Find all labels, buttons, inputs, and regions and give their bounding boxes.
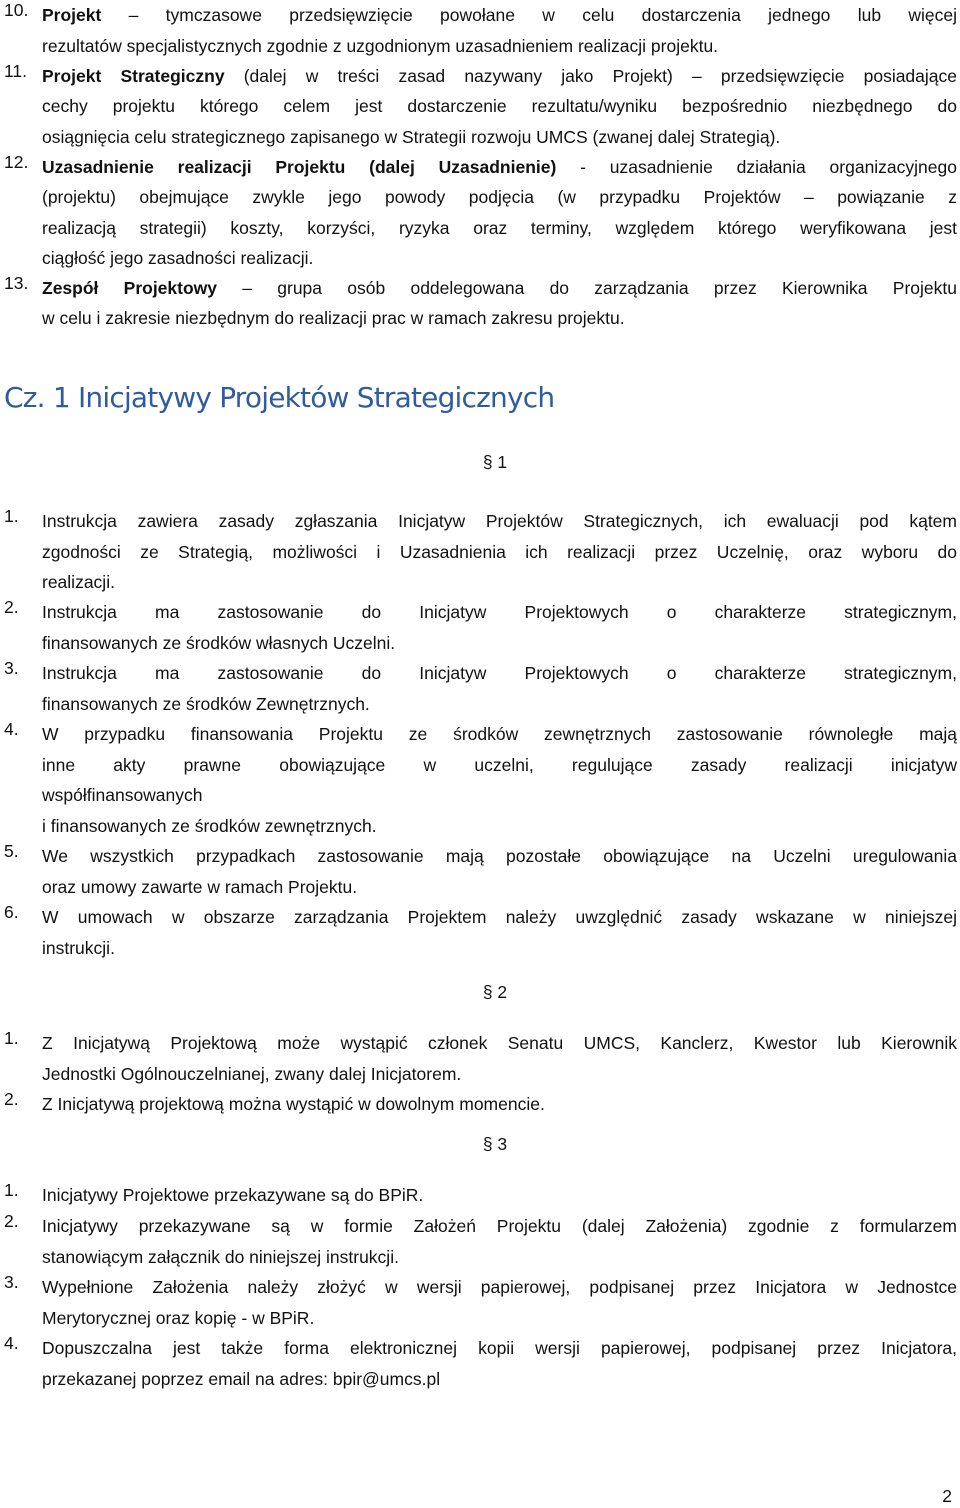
text-segment: realizacją strategii) koszty, korzyści, ryzyka oraz terminy, względem którego weryfikowana jest [42,217,957,238]
definition-text [42,0,957,61]
text-line: przekazanej poprzez email na adres: bpir@umcs.pl [42,1368,441,1389]
definition-item [0,273,957,334]
text-line: Instrukcja zawiera zasady zgłaszania Inicjatyw Projektów Strategicznych, ich ewaluacji pod kątem [42,511,957,531]
paragraph-mark: § 3 [482,1134,508,1154]
text-segment: ciągłość jego zasadności realizacji. [42,248,314,268]
definition-item [0,61,957,153]
text-line: zgodności ze Strategią, możliwości i Uzasadnienia ich realizacji przez Uczelnię, oraz wyboru do [42,541,957,562]
list-item-text [42,1333,957,1394]
list-item-text [42,1211,957,1272]
text-line: stanowiącym załącznik do niniejszej instrukcji. [42,1246,399,1267]
text-segment: - uzasadnienie działania organizacyjnego [556,156,957,177]
text-line: Inicjatywy przekazywane są w formie Założeń Projektu (dalej Założenia) zgodnie z formularzem [42,1216,957,1236]
list-item-number: 4. [4,719,19,739]
page-number: 2 [942,1486,952,1506]
section-heading: Cz. 1 Inicjatywy Projektów Strategicznych [4,381,555,414]
text-line [42,0,957,31]
list-item [0,597,957,658]
list-item [0,1089,957,1120]
definition-term: Projekt Strategiczny [42,65,225,86]
list-item-text [42,506,957,598]
text-line: instrukcji. [42,937,115,958]
list-item-number: 1. [4,1180,19,1200]
text-line: Z Inicjatywą Projektową może wystąpić członek Senatu UMCS, Kanclerz, Kwestor lub Kierownik [42,1033,957,1053]
list-item-number: 1. [4,1028,19,1048]
text-line: Instrukcja ma zastosowanie do Inicjatyw Projektowych o charakterze strategicznym, [42,663,957,683]
text-line [42,182,957,213]
text-segment: rezultatów specjalistycznych zgodnie z uzgodnionym uzasadnieniem realizacji projektu. [42,35,719,56]
list-item-text [42,658,957,719]
text-line: Z Inicjatywą projektową można wystąpić w dowolnym momencie. [42,1094,545,1114]
list-item [0,902,957,963]
text-line [42,303,957,334]
text-line: Inicjatywy Projektowe przekazywane są do BPiR. [42,1185,424,1205]
list-item [0,841,957,902]
text-line [42,91,957,122]
text-line: i finansowanych ze środków zewnętrznych. [42,815,377,836]
list-item-number: 2. [4,1211,19,1231]
list-item-text [42,841,957,902]
list-item-text [42,1272,957,1333]
definition-number: 13. [4,272,29,293]
text-line [42,152,957,183]
text-segment: cechy projektu którego celem jest dostarczenie rezultatu/wyniku bezpośrednio niezbędnego do [42,96,957,116]
list-item [0,1180,957,1211]
definition-number: 12. [4,151,29,172]
list-item [0,719,957,841]
text-line: Merytorycznej oraz kopię - w BPiR. [42,1307,315,1328]
list-item [0,1028,957,1089]
text-line: inne akty prawne obowiązujące w uczelni, regulujące zasady realizacji inicjatyw [42,754,957,775]
list-item-text [42,1180,957,1211]
list-item-number: 1. [4,506,19,526]
paragraph-mark: § 2 [482,982,508,1002]
definition-item [0,152,957,274]
list-item-text [42,902,957,963]
list-item-number: 3. [4,658,19,678]
definition-term: Zespół Projektowy [42,277,218,298]
list-item-number: 6. [4,902,19,922]
list-item-number: 4. [4,1333,19,1353]
text-segment: w celu i zakresie niezbędnym do realizacji prac w ramach zakresu projektu. [42,308,625,328]
list-item-number: 5. [4,841,19,861]
list-item [0,1272,957,1333]
text-line [42,213,957,244]
definition-term: Projekt [42,5,102,25]
text-line [42,61,957,92]
list-item-text [42,719,957,841]
text-line: Dopuszczalna jest także forma elektronicznej kopii wersji papierowej, podpisanej przez Inicjatora, [42,1338,957,1358]
text-line: Jednostki Ogólnouczelnianej, zwany dalej Inicjatorem. [42,1063,462,1084]
text-line: Wypełnione Założenia należy złożyć w wersji papierowej, podpisanej przez Inicjatora w Jednostce [42,1277,957,1297]
text-line: W umowach w obszarze zarządzania Projektem należy uwzględnić zasady wskazane w niniejszej [42,907,957,927]
list-item-text [42,1028,957,1089]
text-line [42,243,957,274]
definition-text [42,152,957,274]
text-line: realizacji. [42,572,115,592]
list-item-number: 2. [4,597,19,617]
paragraph-mark: § 1 [482,452,508,472]
text-line [42,122,957,153]
text-segment: – tymczasowe przedsięwzięcie powołane w celu dostarczenia jednego lub więcej [101,5,957,25]
list-item [0,1333,957,1394]
text-segment: (projektu) obejmujące zwykle jego powody podjęcia (w przypadku Projektów – powiązanie z [42,187,957,207]
text-segment: (dalej w treści zasad nazywany jako Projekt) – przedsięwzięcie posiadające [224,65,958,86]
text-segment: osiągnięcia celu strategicznego zapisanego w Strategii rozwoju UMCS (zwanej dalej Strategią). [42,126,781,147]
list-item [0,1211,957,1272]
list-item [0,658,957,719]
text-line [42,273,957,304]
text-line: We wszystkich przypadkach zastosowanie mają pozostałe obowiązujące na Uczelni uregulowania [42,846,957,866]
text-line: oraz umowy zawarte w ramach Projektu. [42,876,358,897]
text-line: W przypadku finansowania Projektu ze środków zewnętrznych zastosowanie równoległe mają [42,724,957,744]
text-line: finansowanych ze środków własnych Uczelni. [42,632,396,653]
list-item [0,506,957,598]
list-item-number: 2. [4,1089,19,1109]
definition-number: 10. [4,0,29,20]
list-item-text [42,597,957,658]
text-line: finansowanych ze środków Zewnętrznych. [42,693,370,714]
definition-term: Uzasadnienie realizacji Projektu (dalej Uzasadnienie) [42,156,557,177]
text-line [42,31,957,62]
text-line: współfinansowanych [42,785,203,805]
list-item-number: 3. [4,1272,19,1292]
definition-text [42,273,957,334]
definition-text [42,61,957,153]
text-segment: – grupa osób oddelegowana do zarządzania przez Kierownika Projektu [217,277,957,298]
definition-item [0,0,957,61]
text-line: Instrukcja ma zastosowanie do Inicjatyw Projektowych o charakterze strategicznym, [42,602,957,622]
list-item-text [42,1089,957,1120]
definition-number: 11. [4,60,28,81]
